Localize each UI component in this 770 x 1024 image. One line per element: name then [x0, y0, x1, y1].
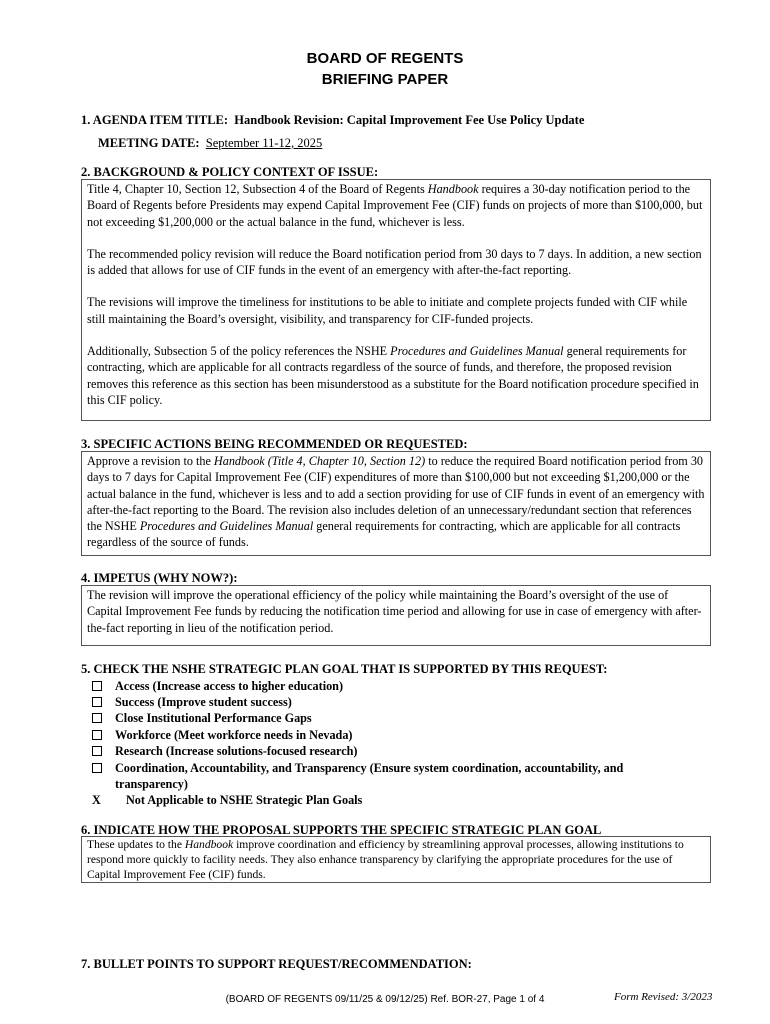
section-2-heading: 2. BACKGROUND & POLICY CONTEXT OF ISSUE:	[81, 165, 379, 179]
document-subtitle: BRIEFING PAPER	[321, 71, 449, 88]
goal-checkbox-access[interactable]	[92, 681, 102, 691]
goal-label-success: Success (Improve student success)	[115, 695, 292, 709]
agenda-item-label: 1. AGENDA ITEM TITLE:	[81, 113, 229, 127]
section-6-paragraph: These updates to the Handbook improve coordination and efficiency by streamlining approval processes, allowing institutions to respond more quickly to facility needs. They also enhance transparency by clarifying the appropriate procedures for the use of Capital Improvement Fee (CIF) funds.	[87, 838, 684, 881]
goal-label-performance-gaps: Close Institutional Performance Gaps	[115, 711, 312, 725]
section-5-heading: 5. CHECK THE NSHE STRATEGIC PLAN GOAL THAT IS SUPPORTED BY THIS REQUEST:	[81, 662, 608, 676]
goal-label-access: Access (Increase access to higher education)	[115, 679, 344, 693]
goal-checkbox-workforce[interactable]	[92, 730, 102, 740]
goal-checkbox-performance-gaps[interactable]	[92, 713, 102, 723]
meeting-date-value: September 11-12, 2025	[205, 136, 323, 150]
goal-label-research: Research (Increase solutions-focused research)	[115, 744, 358, 758]
section-2-paragraph-3: The revisions will improve the timeliness for institutions to be able to initiate and complete projects funded with CIF while still maintaining the Board’s oversight, visibility, and transparency for CIF-funded projects.	[87, 295, 688, 326]
section-6-box	[81, 836, 711, 883]
section-3-paragraph: Approve a revision to the Handbook (Title 4, Chapter 10, Section 12) to reduce the required Board notification period from 30 days to 7 days for Capital Improvement Fee (CIF) expenditures of more than $100,000 but not exceeding $1,200,000 or the actual balance in the fund, whichever is less and to add a section providing for use of CIF funds in event of an emergency with after-the-fact reporting to the Board. The revision also includes deletion of an unnecessary/redundant section that references the NSHE Procedures and Guidelines Manual general requirements for contracting, which are applicable for all contracts regardless of the source of funds.	[87, 454, 705, 550]
section-2-box	[81, 179, 711, 421]
section-2-paragraph-1: Title 4, Chapter 10, Section 12, Subsection 4 of the Board of Regents Handbook requires a 30-day notification period to the Board of Regents before Presidents may expend Capital Improvement Fee (CIF) funds on projects of more than $100,000, but not exceeding $1,200,000 or the actual balance in the fund, whichever is less.	[87, 182, 703, 229]
meeting-date-label: MEETING DATE:	[98, 136, 200, 150]
goal-label-coordination-continued: transparency)	[115, 777, 188, 791]
goal-checkbox-coordination[interactable]	[92, 763, 102, 773]
section-3-heading: 3. SPECIFIC ACTIONS BEING RECOMMENDED OR REQUESTED:	[81, 437, 468, 451]
section-2-paragraph-2: The recommended policy revision will reduce the Board notification period from 30 days to 7 days. In addition, a new section is added that allows for use of CIF funds in the event of an emergency with after-the-fact reporting.	[87, 246, 702, 278]
section-6-heading: 6. INDICATE HOW THE PROPOSAL SUPPORTS THE SPECIFIC STRATEGIC PLAN GOAL	[81, 823, 602, 837]
agenda-item-title	[81, 113, 584, 128]
not-applicable-label: Not Applicable to NSHE Strategic Plan Goals	[126, 793, 363, 807]
not-applicable-mark: X	[92, 793, 101, 807]
page-footer: (BOARD OF REGENTS 09/11/25 & 09/12/25) Ref. BOR-27, Page 1 of 4	[225, 994, 545, 1005]
section-2-paragraph-4: Additionally, Subsection 5 of the policy references the NSHE Procedures and Guidelines Manual general requirements for contracting, which are applicable for all contracts regardless of the source of funds, and therefore, the proposed revision removes this reference as this section has been misunderstood as a substitute for the Board notification procedure specified in this CIF policy.	[87, 344, 699, 407]
section-4-heading: 4. IMPETUS (WHY NOW?):	[81, 571, 238, 585]
agenda-item-value: Handbook Revision: Capital Improvement Fee Use Policy Update	[234, 113, 585, 127]
document-title: BOARD OF REGENTS	[306, 50, 464, 67]
form-revised-note: Form Revised: 3/2023	[614, 991, 713, 1003]
section-4-paragraph: The revision will improve the operational efficiency of the policy while maintaining the Board’s oversight of the use of Capital Improvement Fee funds by reducing the notification time period and allowing for use in case of emergency with after-the-fact reporting in lieu of the notification period.	[87, 588, 702, 635]
section-3-box	[81, 451, 711, 556]
goal-checkbox-research[interactable]	[92, 746, 102, 756]
goal-label-workforce: Workforce (Meet workforce needs in Nevada)	[115, 728, 353, 742]
goal-checkbox-success[interactable]	[92, 697, 102, 707]
section-7-heading: 7. BULLET POINTS TO SUPPORT REQUEST/RECOMMENDATION:	[81, 957, 472, 971]
goal-label-coordination: Coordination, Accountability, and Transparency (Ensure system coordination, accountability, and	[115, 761, 624, 775]
section-4-box	[81, 585, 711, 646]
meeting-date	[98, 136, 322, 151]
